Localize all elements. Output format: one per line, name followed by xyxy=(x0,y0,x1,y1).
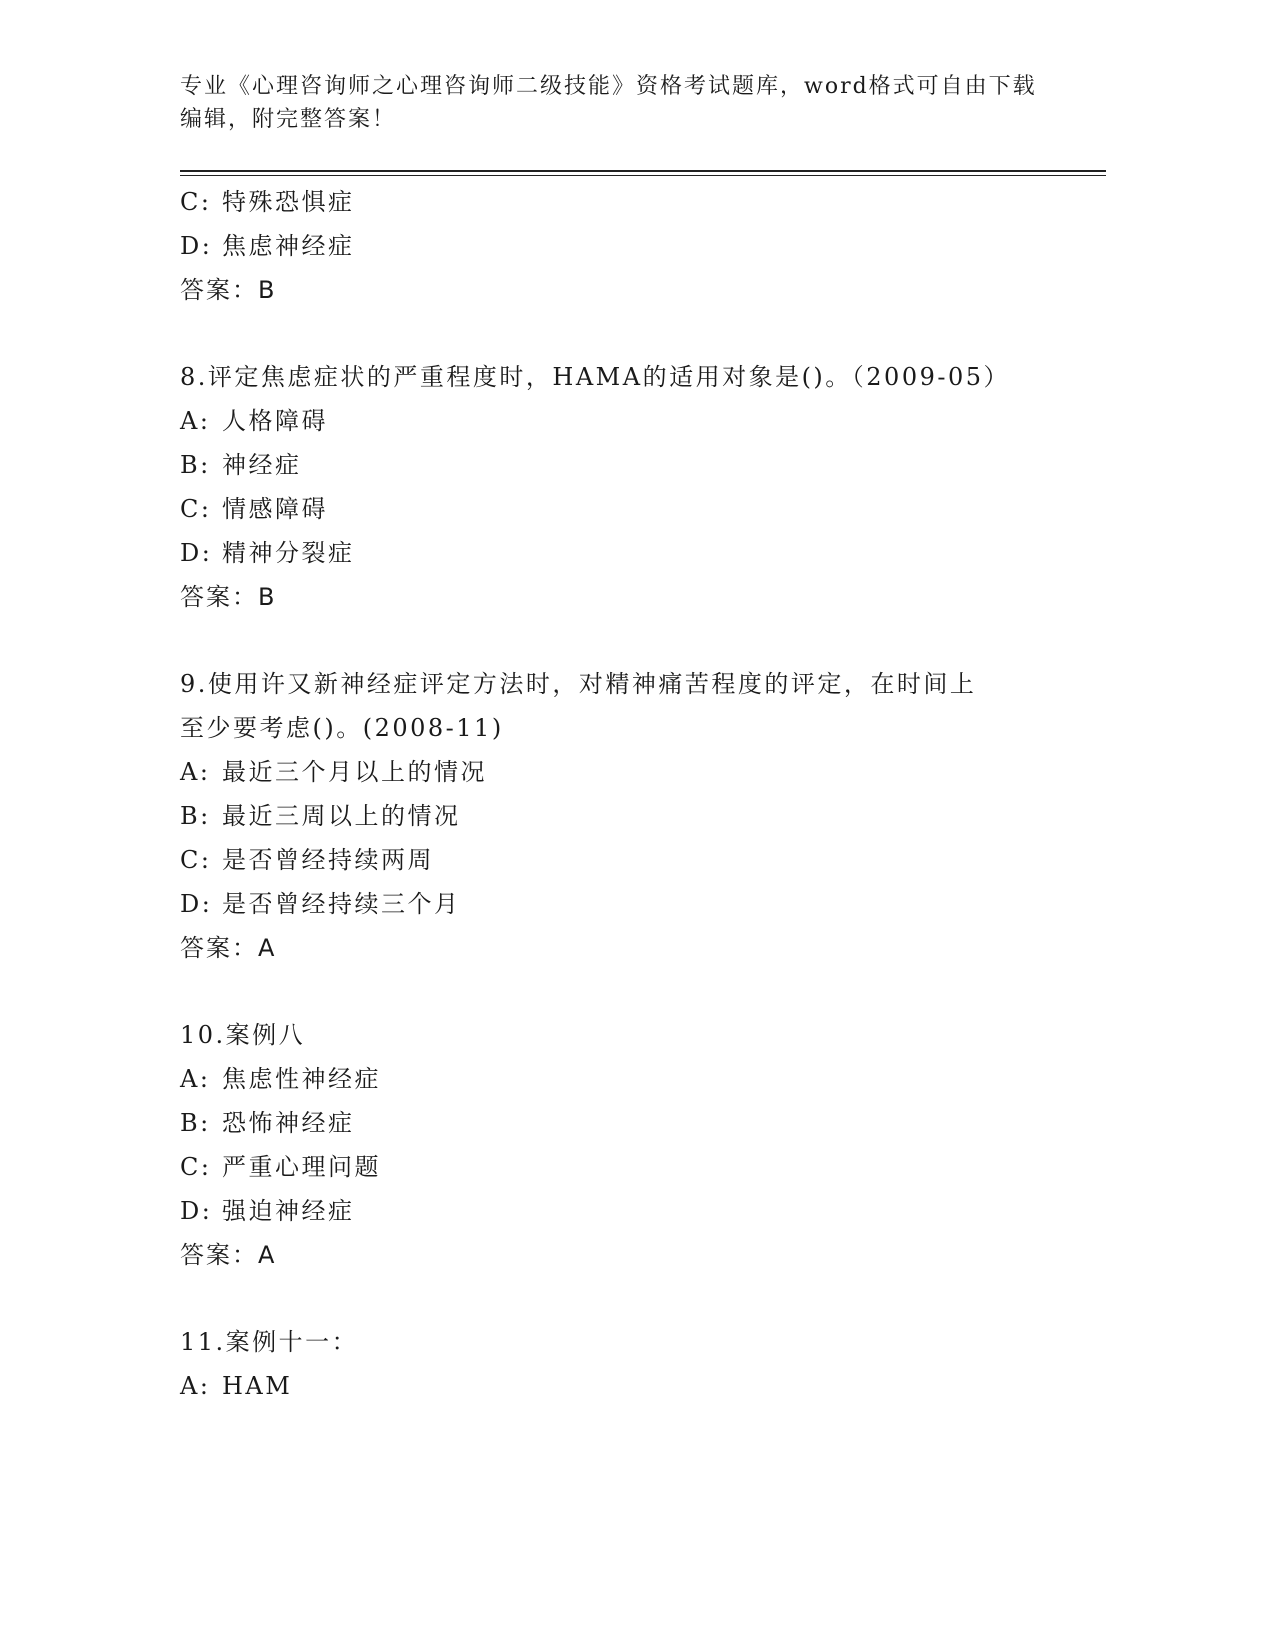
option-line xyxy=(180,882,1060,926)
option-letter: C: xyxy=(180,188,212,216)
option-letter: C: xyxy=(180,1153,212,1181)
question-stem: 9.使用许又新神经症评定方法时，对精神痛苦程度的评定，在时间上 xyxy=(180,670,977,698)
question-block-prev xyxy=(180,180,1060,312)
question-stem-continued: 至少要考虑()。(2008-11) xyxy=(180,714,504,742)
option-text: 精神分裂症 xyxy=(222,539,355,567)
option-text: 严重心理问题 xyxy=(222,1153,381,1181)
option-line xyxy=(180,794,1060,838)
document-header xyxy=(180,70,1060,136)
option-letter: C: xyxy=(180,846,212,874)
option-letter: A: xyxy=(180,407,211,435)
header-line-2: 编辑，附完整答案！ xyxy=(180,107,397,132)
spacer xyxy=(180,1277,1060,1320)
option-text: 焦虑性神经症 xyxy=(222,1065,381,1093)
option-text: 最近三周以上的情况 xyxy=(222,802,461,830)
question-stem: 11.案例十一： xyxy=(180,1328,359,1356)
option-text: 特殊恐惧症 xyxy=(222,188,355,216)
option-line xyxy=(180,180,1060,224)
option-line xyxy=(180,1189,1060,1233)
question-stem: 8.评定焦虑症状的严重程度时，HAMA的适用对象是()。（2009-05） xyxy=(180,363,1011,391)
option-line xyxy=(180,1101,1060,1145)
option-line xyxy=(180,399,1060,443)
option-line xyxy=(180,750,1060,794)
option-letter: C: xyxy=(180,495,212,523)
option-text: 情感障碍 xyxy=(222,495,328,523)
option-line xyxy=(180,1145,1060,1189)
option-letter: A: xyxy=(180,1065,211,1093)
question-stem: 10.案例八 xyxy=(180,1021,306,1049)
option-letter: D: xyxy=(180,232,213,260)
option-text: 恐怖神经症 xyxy=(222,1109,355,1137)
question-block-10 xyxy=(180,1013,1060,1277)
option-text: 神经症 xyxy=(222,451,302,479)
option-line xyxy=(180,443,1060,487)
option-line xyxy=(180,1364,1060,1408)
spacer xyxy=(180,312,1060,355)
option-text: 强迫神经症 xyxy=(222,1197,355,1225)
option-letter: D: xyxy=(180,890,213,918)
option-line xyxy=(180,1057,1060,1101)
option-letter: B: xyxy=(180,451,211,479)
option-text: 是否曾经持续两周 xyxy=(222,846,434,874)
option-text: 焦虑神经症 xyxy=(222,232,355,260)
option-letter: A: xyxy=(180,758,211,786)
header-divider-thick xyxy=(180,170,1106,172)
option-line xyxy=(180,531,1060,575)
option-text: 最近三个月以上的情况 xyxy=(222,758,487,786)
option-letter: B: xyxy=(180,1109,211,1137)
option-letter: D: xyxy=(180,1197,213,1225)
question-list xyxy=(180,180,1060,1408)
question-block-11 xyxy=(180,1320,1060,1408)
header-divider-thin xyxy=(180,175,1106,176)
option-line xyxy=(180,224,1060,268)
header-line-1: 专业《心理咨询师之心理咨询师二级技能》资格考试题库，word格式可自由下载 xyxy=(180,74,1037,99)
spacer xyxy=(180,619,1060,662)
question-block-9 xyxy=(180,662,1060,970)
option-text: 人格障碍 xyxy=(222,407,328,435)
option-text: HAM xyxy=(222,1372,293,1400)
option-letter: A: xyxy=(180,1372,211,1400)
option-line xyxy=(180,838,1060,882)
option-letter: B: xyxy=(180,802,211,830)
answer-line: 答案：B xyxy=(180,276,277,304)
option-text: 是否曾经持续三个月 xyxy=(222,890,461,918)
option-letter: D: xyxy=(180,539,213,567)
answer-line: 答案：A xyxy=(180,1241,277,1269)
answer-line: 答案：A xyxy=(180,934,277,962)
option-line xyxy=(180,487,1060,531)
answer-line: 答案：B xyxy=(180,583,277,611)
question-block-8 xyxy=(180,355,1060,619)
spacer xyxy=(180,970,1060,1013)
